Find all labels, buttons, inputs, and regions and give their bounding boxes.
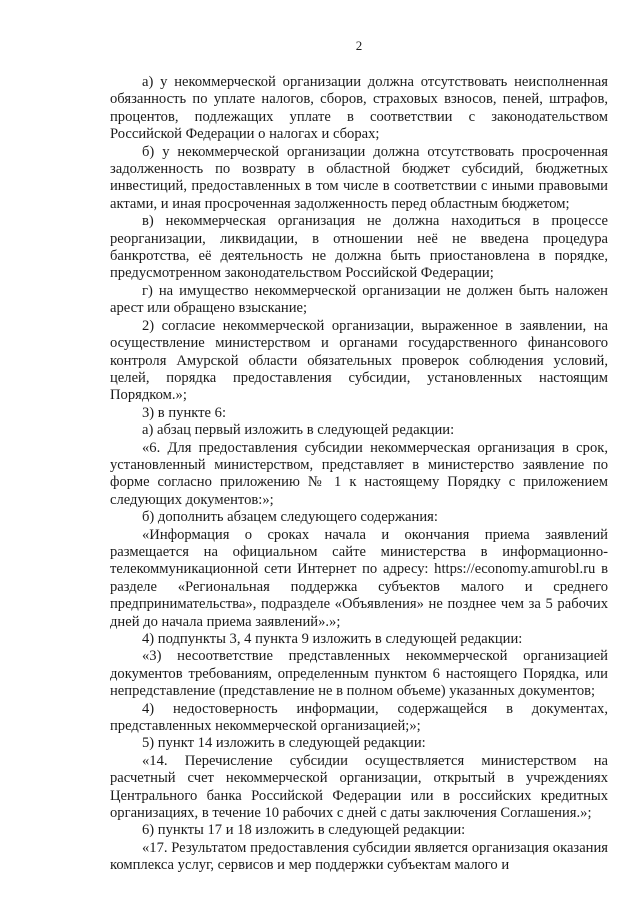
paragraph-b-overdue-debt: б) у некоммерческой организации должна отсутствовать просроченная задолженность по возврату в областной бюджет субсидий, бюджетных инвестиций, предоставленных в том числе в соответствии с иными правовыми актами, и иная просроченная задолженность перед областным бюджетом; <box>110 143 608 212</box>
paragraph-2-consent: 2) согласие некоммерческой организации, выраженное в заявлении, на осуществление министерством и органами государственного финансового контроля Амурской области обязательных проверок соблюдения условий, целей, порядка предоставления субсидии, установленных настоящим Порядком.»; <box>110 317 608 404</box>
paragraph-a-tax-debt: а) у некоммерческой организации должна отсутствовать неисполненная обязанность по уплате налогов, сборов, страховых взносов, пеней, штрафов, процентов, подлежащих уплате в соответствии с законодательством Российской Федерации о налогах и сборах; <box>110 74 608 143</box>
paragraph-quote-6: «6. Для предоставления субсидии некоммерческая организация в срок, установленный министерством, представляет в министерство заявление по форме согласно приложению № 1 к настоящему Порядку с приложением следующих документов:»; <box>110 439 608 508</box>
page-number: 2 <box>355 38 363 53</box>
paragraph-a-first-abzac: а) абзац первый изложить в следующей редакции: <box>142 422 455 439</box>
paragraph-quote-3-mismatch: «3) несоответствие представленных некоммерческой организацией документов требованиям, определенным пунктом 6 настоящего Порядка, или непредставление (представление не в полном объеме) указанных документов; <box>110 648 608 700</box>
document-body <box>110 74 608 875</box>
paragraph-4-unreliability: 4) недостоверность информации, содержащейся в документах, представленных некоммерческой организацией;»; <box>110 700 608 735</box>
paragraph-5-point-14: 5) пункт 14 изложить в следующей редакции: <box>142 735 426 752</box>
paragraph-4-subpoints: 4) подпункты 3, 4 пункта 9 изложить в следующей редакции: <box>142 631 523 647</box>
paragraph-g-property-arrest: г) на имущество некоммерческой организации не должен быть наложен арест или обращено взыскание; <box>110 282 608 317</box>
paragraph-quote-14: «14. Перечисление субсидии осуществляется министерством на расчетный счет некоммерческой организации, открытый в учреждениях Центрального банка Российской Федерации или в российских кредитных организациях, в течение 10 рабочих с дней с даты заключения Соглашения.»; <box>110 752 608 822</box>
paragraph-b-add-abzac: б) дополнить абзацем следующего содержания: <box>142 509 438 526</box>
paragraph-3-point-6: 3) в пункте 6: <box>142 404 227 421</box>
paragraph-v-reorganization: в) некоммерческая организация не должна находиться в процессе реорганизации, ликвидации, в отношении неё не введена процедура банкротства, её деятельность не должна быть приостановлена в порядке, предусмотренном законодательством Российской Федерации; <box>110 213 608 282</box>
paragraph-quote-information: «Информация о сроках начала и окончания приема заявлений размещается на официальном сайте министерства в информационно-телекоммуникационной сети Интернет по адресу: https://economy.amurobl.ru в разделе «Региональная поддержка субъектов малого и среднего предпринимательства», подразделе «Объявления» не позднее чем за 5 рабочих дней до начала приема заявлений».»; <box>110 526 608 630</box>
paragraph-quote-17: «17. Результатом предоставления субсидии является организация оказания комплекса услуг, сервисов и мер поддержки субъектам малого и <box>110 839 608 874</box>
paragraph-6-points-17-18: 6) пункты 17 и 18 изложить в следующей редакции: <box>142 822 466 839</box>
